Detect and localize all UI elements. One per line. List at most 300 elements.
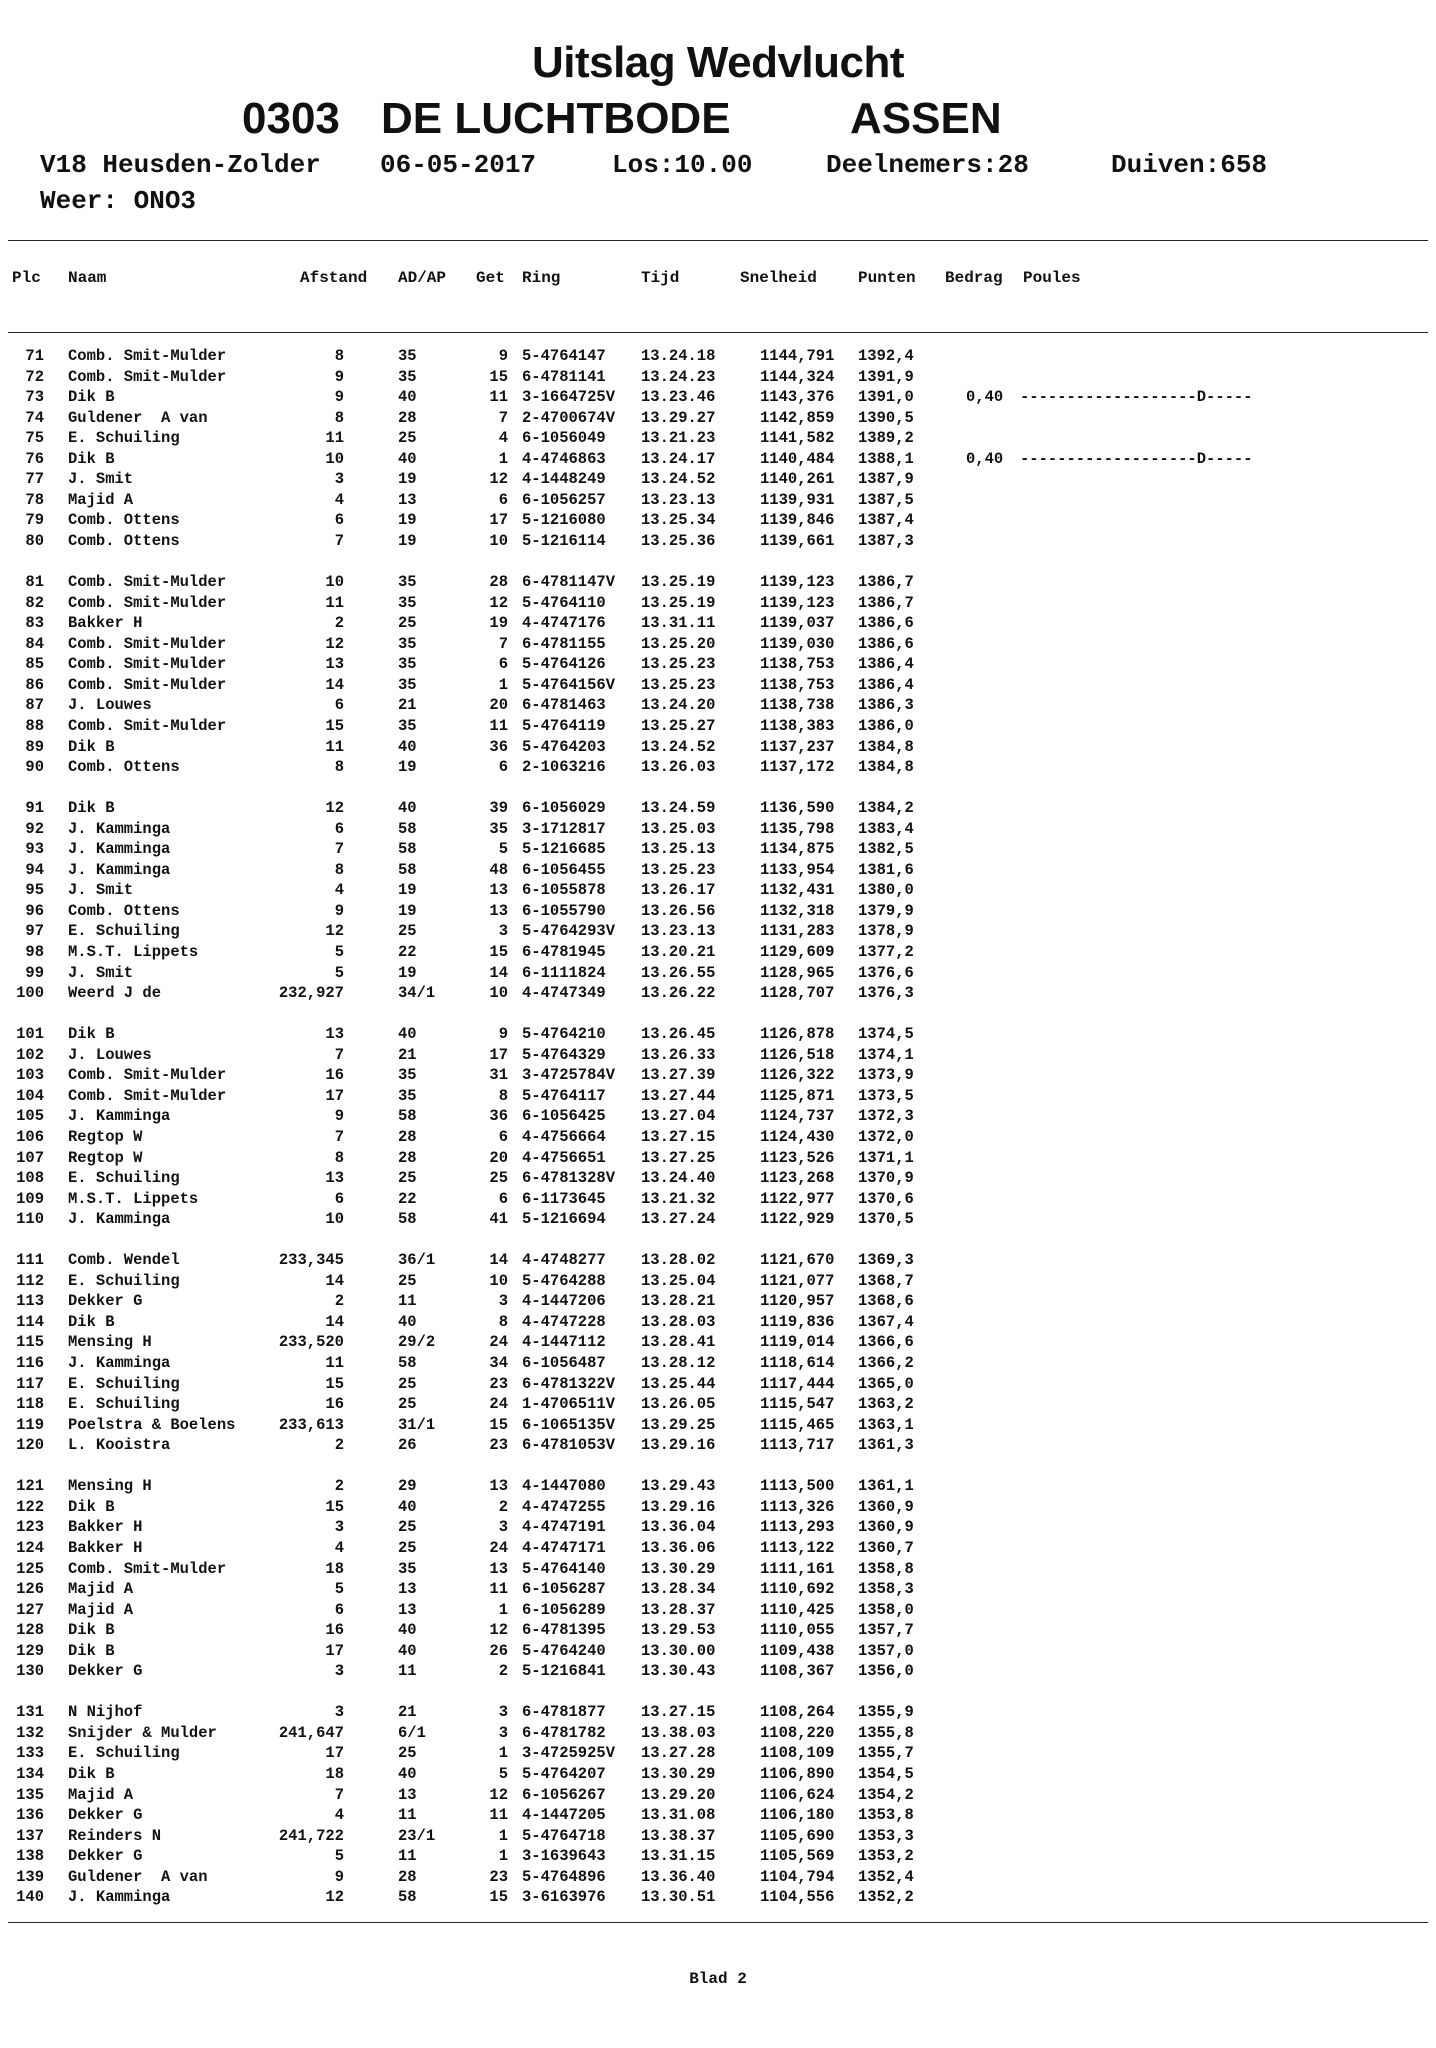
- table-row: [0, 1538, 1436, 1558]
- cell-points: 1371,1: [858, 1148, 914, 1167]
- cell-ring: 1-4706511V: [522, 1395, 616, 1413]
- cell-place: 110: [16, 1210, 44, 1229]
- cell-time: 13.28.12: [641, 1354, 716, 1372]
- table-row: [0, 1291, 1436, 1311]
- cell-ring: 6-4781328V: [522, 1169, 616, 1187]
- cell-count: 11: [489, 388, 508, 407]
- cell-time: 13.27.39: [641, 1066, 716, 1085]
- cell-count: 24: [489, 1333, 508, 1352]
- cell-points: 1368,6: [858, 1292, 914, 1311]
- cell-place: 85: [25, 655, 44, 674]
- cell-name: Dekker G: [68, 1662, 143, 1681]
- cell-name: E. Schuiling: [68, 922, 180, 941]
- cell-ad-ap: 22: [398, 943, 417, 961]
- cell-count: 3: [498, 922, 508, 941]
- cell-speed: 1128,707: [760, 984, 835, 1003]
- table-row: [0, 1517, 1436, 1537]
- cell-place: 71: [25, 347, 44, 365]
- cell-name: Majid A: [68, 490, 134, 509]
- cell-name: Comb. Smit-Mulder: [68, 634, 227, 653]
- table-row: [0, 531, 1436, 551]
- cell-speed: 1140,261: [760, 470, 835, 489]
- cell-points: 1392,4: [858, 347, 914, 365]
- cell-count: 13: [489, 1559, 508, 1578]
- cell-ad-ap: 25: [398, 1374, 417, 1393]
- cell-ring: 5-4764156V: [522, 675, 616, 694]
- cell-speed: 1124,737: [760, 1107, 835, 1126]
- cell-distance: 2: [334, 1477, 344, 1496]
- cell-ring: 5-1216685: [522, 840, 606, 859]
- cell-ad-ap: 19: [398, 963, 417, 982]
- table-row: [0, 1435, 1436, 1455]
- cell-ring: 3-1639643: [522, 1847, 606, 1866]
- table-row: [0, 1826, 1436, 1846]
- cell-ad-ap: 28: [398, 408, 417, 427]
- cell-time: 13.36.04: [641, 1518, 716, 1537]
- cell-place: 96: [25, 901, 44, 920]
- cell-distance: 11: [325, 1354, 344, 1372]
- cell-count: 7: [498, 408, 508, 427]
- cell-points: 1354,5: [858, 1765, 914, 1783]
- table-row: [0, 963, 1436, 983]
- table-row: [0, 1189, 1436, 1209]
- cell-ad-ap: 25: [398, 1395, 417, 1413]
- cell-time: 13.30.29: [641, 1559, 716, 1578]
- cell-speed: 1139,846: [760, 511, 835, 530]
- cell-speed: 1113,717: [760, 1436, 835, 1455]
- cell-distance: 9: [334, 388, 344, 407]
- cell-ring: 5-4764718: [522, 1826, 606, 1845]
- cell-count: 10: [489, 1271, 508, 1290]
- cell-speed: 1132,431: [760, 881, 835, 900]
- cell-count: 14: [489, 1251, 508, 1270]
- cell-place: 92: [25, 819, 44, 838]
- cell-speed: 1119,836: [760, 1312, 835, 1331]
- cell-name: Guldener A van: [68, 1867, 208, 1886]
- cell-count: 23: [489, 1436, 508, 1455]
- cell-points: 1355,9: [858, 1703, 914, 1722]
- table-row: [0, 1312, 1436, 1332]
- cell-distance: 7: [334, 1785, 344, 1804]
- cell-place: 129: [16, 1641, 44, 1660]
- cell-count: 9: [498, 1025, 508, 1044]
- cell-time: 13.30.51: [641, 1888, 716, 1907]
- cell-count: 1: [498, 675, 508, 694]
- table-row: [0, 1764, 1436, 1784]
- cell-ad-ap: 21: [398, 1045, 417, 1064]
- cell-ad-ap: 21: [398, 1703, 417, 1722]
- cell-ad-ap: 29: [398, 1477, 417, 1496]
- cell-ring: 5-4764329: [522, 1045, 606, 1064]
- cell-ring: 5-1216080: [522, 511, 606, 530]
- cell-ring: 3-1664725V: [522, 388, 616, 407]
- cell-distance: 5: [334, 963, 344, 982]
- cell-points: 1377,2: [858, 943, 914, 961]
- cell-ring: 6-1056455: [522, 860, 606, 879]
- cell-ad-ap: 25: [398, 1744, 417, 1763]
- cell-ad-ap: 25: [398, 1538, 417, 1557]
- cell-ring: 6-4781053V: [522, 1436, 616, 1455]
- cell-ring: 5-4764896: [522, 1867, 606, 1886]
- cell-points: 1367,4: [858, 1312, 914, 1331]
- cell-ring: 4-1448249: [522, 470, 606, 489]
- cell-distance: 16: [325, 1621, 344, 1640]
- cell-speed: 1108,264: [760, 1703, 835, 1722]
- cell-name: Mensing H: [68, 1477, 152, 1496]
- cell-ad-ap: 21: [398, 696, 417, 715]
- table-row: [0, 983, 1436, 1003]
- cell-name: Majid A: [68, 1600, 134, 1619]
- cell-speed: 1117,444: [760, 1374, 835, 1393]
- cell-speed: 1113,500: [760, 1477, 835, 1496]
- cell-name: Comb. Smit-Mulder: [68, 347, 227, 365]
- cell-time: 13.31.15: [641, 1847, 716, 1866]
- cell-distance: 7: [334, 840, 344, 859]
- table-row: [0, 510, 1436, 530]
- cell-place: 75: [25, 429, 44, 448]
- table-row: [0, 819, 1436, 839]
- cell-place: 127: [16, 1600, 44, 1619]
- cell-ring: 6-1055790: [522, 901, 606, 920]
- cell-time: 13.25.13: [641, 840, 716, 859]
- cell-points: 1365,0: [858, 1374, 914, 1393]
- cell-speed: 1141,582: [760, 429, 835, 448]
- cell-distance: 233,613: [278, 1415, 344, 1434]
- cell-name: E. Schuiling: [68, 1744, 180, 1763]
- cell-place: 119: [16, 1415, 44, 1434]
- cell-ring: 6-4781155: [522, 634, 606, 653]
- table-row: [0, 1332, 1436, 1352]
- cell-ad-ap: 36/1: [398, 1251, 436, 1270]
- cell-time: 13.30.00: [641, 1641, 716, 1660]
- cell-speed: 1118,614: [760, 1354, 835, 1372]
- cell-time: 13.21.23: [641, 429, 716, 448]
- cell-distance: 3: [334, 1703, 344, 1722]
- cell-points: 1386,0: [858, 716, 914, 735]
- cell-name: Majid A: [68, 1580, 134, 1598]
- cell-ring: 2-1063216: [522, 758, 606, 776]
- cell-ad-ap: 35: [398, 675, 417, 694]
- cell-points: 1355,7: [858, 1744, 914, 1763]
- cell-points: 1386,7: [858, 573, 914, 591]
- cell-distance: 11: [325, 737, 344, 756]
- cell-place: 73: [25, 388, 44, 407]
- cell-count: 17: [489, 1045, 508, 1064]
- col-header-adap: AD/AP: [398, 269, 447, 287]
- cell-ad-ap: 11: [398, 1847, 417, 1866]
- cell-ad-ap: 6/1: [398, 1723, 426, 1742]
- col-header-plc: Plc: [12, 269, 41, 287]
- cell-ad-ap: 35: [398, 1559, 417, 1578]
- cell-speed: 1126,322: [760, 1066, 835, 1085]
- cell-name: J. Kamminga: [68, 1888, 171, 1907]
- cell-name: Comb. Ottens: [68, 901, 180, 920]
- cell-distance: 8: [334, 860, 344, 879]
- cell-points: 1353,2: [858, 1847, 914, 1866]
- cell-distance: 18: [325, 1765, 344, 1783]
- cell-points: 1358,8: [858, 1559, 914, 1578]
- cell-points: 1383,4: [858, 819, 914, 838]
- cell-speed: 1129,609: [760, 943, 835, 961]
- cell-speed: 1110,425: [760, 1600, 835, 1619]
- cell-ad-ap: 13: [398, 1580, 417, 1598]
- cell-speed: 1113,122: [760, 1538, 835, 1557]
- cell-count: 2: [498, 1662, 508, 1681]
- cell-points: 1379,9: [858, 901, 914, 920]
- table-row: [0, 1250, 1436, 1270]
- cell-speed: 1144,791: [760, 347, 835, 365]
- cell-ad-ap: 40: [398, 388, 417, 407]
- cell-place: 112: [16, 1271, 44, 1290]
- cell-place: 76: [25, 449, 44, 468]
- cell-points: 1387,5: [858, 490, 914, 509]
- cell-ring: 4-1447080: [522, 1477, 606, 1496]
- cell-distance: 3: [334, 1662, 344, 1681]
- cell-count: 15: [489, 1888, 508, 1907]
- cell-distance: 233,520: [278, 1333, 344, 1352]
- cell-time: 13.24.18: [641, 347, 716, 365]
- cell-ad-ap: 35: [398, 593, 417, 612]
- cell-name: Dik B: [68, 799, 115, 818]
- table-row: [0, 1785, 1436, 1805]
- cell-name: Comb. Smit-Mulder: [68, 675, 227, 694]
- cell-ring: 6-4781322V: [522, 1374, 616, 1393]
- cell-ad-ap: 25: [398, 429, 417, 448]
- table-row: [0, 1168, 1436, 1188]
- cell-place: 115: [16, 1333, 44, 1352]
- cell-ring: 6-1056029: [522, 799, 606, 818]
- cell-ring: 6-1065135V: [522, 1415, 616, 1434]
- table-row: [0, 942, 1436, 962]
- cell-ad-ap: 40: [398, 1765, 417, 1783]
- cell-ad-ap: 35: [398, 1066, 417, 1085]
- cell-place: 90: [25, 758, 44, 776]
- cell-points: 1391,0: [858, 388, 914, 407]
- cell-speed: 1132,318: [760, 901, 835, 920]
- cell-place: 91: [25, 799, 44, 818]
- cell-time: 13.36.06: [641, 1538, 716, 1557]
- table-row: [0, 469, 1436, 489]
- cell-points: 1391,9: [858, 367, 914, 386]
- cell-name: Comb. Ottens: [68, 758, 180, 776]
- cell-place: 106: [16, 1127, 44, 1146]
- cell-place: 100: [16, 984, 44, 1003]
- cell-ring: 4-4756664: [522, 1127, 606, 1146]
- cell-count: 39: [489, 799, 508, 818]
- cell-place: 87: [25, 696, 44, 715]
- cell-ad-ap: 19: [398, 901, 417, 920]
- cell-name: Dik B: [68, 737, 115, 756]
- col-header-tijd: Tijd: [641, 269, 680, 287]
- cell-time: 13.26.33: [641, 1045, 716, 1064]
- cell-ad-ap: 26: [398, 1436, 417, 1455]
- cell-ring: 5-4764147: [522, 347, 606, 365]
- cell-place: 122: [16, 1497, 44, 1516]
- cell-distance: 10: [325, 1210, 344, 1229]
- cell-speed: 1139,030: [760, 634, 835, 653]
- cell-ad-ap: 40: [398, 737, 417, 756]
- cell-points: 1386,3: [858, 696, 914, 715]
- cell-name: Comb. Smit-Mulder: [68, 1086, 227, 1105]
- table-row: [0, 593, 1436, 613]
- cell-count: 11: [489, 1806, 508, 1824]
- cell-points: 1370,9: [858, 1169, 914, 1187]
- cell-ad-ap: 25: [398, 614, 417, 633]
- table-row: [0, 1415, 1436, 1435]
- col-header-snelheid: Snelheid: [740, 269, 817, 287]
- cell-speed: 1121,670: [760, 1251, 835, 1270]
- cell-time: 13.26.45: [641, 1025, 716, 1044]
- cell-amount: 0,40: [966, 388, 1004, 407]
- cell-ad-ap: 35: [398, 347, 417, 365]
- cell-ad-ap: 11: [398, 1662, 417, 1681]
- cell-points: 1369,3: [858, 1251, 914, 1270]
- cell-name: Guldener A van: [68, 408, 208, 427]
- cell-time: 13.25.36: [641, 532, 716, 550]
- cell-place: 123: [16, 1518, 44, 1537]
- page-title: Uitslag Wedvlucht: [531, 38, 905, 87]
- cell-ring: 3-6163976: [522, 1888, 606, 1907]
- cell-time: 13.25.44: [641, 1374, 716, 1393]
- cell-ring: 6-1055878: [522, 881, 606, 900]
- cell-count: 14: [489, 963, 508, 982]
- cell-name: Dik B: [68, 1621, 115, 1640]
- cell-speed: 1110,692: [760, 1580, 835, 1598]
- cell-count: 23: [489, 1867, 508, 1886]
- cell-distance: 5: [334, 1580, 344, 1598]
- cell-ad-ap: 25: [398, 1271, 417, 1290]
- cell-place: 139: [16, 1867, 44, 1886]
- cell-name: Dik B: [68, 388, 115, 407]
- cell-count: 26: [489, 1641, 508, 1660]
- cell-place: 138: [16, 1847, 44, 1866]
- cell-place: 131: [16, 1703, 44, 1722]
- cell-count: 6: [498, 758, 508, 776]
- cell-distance: 17: [325, 1086, 344, 1105]
- cell-points: 1372,3: [858, 1107, 914, 1126]
- cell-points: 1353,3: [858, 1826, 914, 1845]
- cell-count: 24: [489, 1538, 508, 1557]
- table-row: [0, 880, 1436, 900]
- table-row: [0, 367, 1436, 387]
- cell-speed: 1125,871: [760, 1086, 835, 1105]
- cell-ad-ap: 19: [398, 532, 417, 550]
- cell-place: 94: [25, 860, 44, 879]
- cell-speed: 1137,237: [760, 737, 835, 756]
- cell-speed: 1126,518: [760, 1045, 835, 1064]
- cell-speed: 1138,753: [760, 675, 835, 694]
- cell-time: 13.23.46: [641, 388, 716, 407]
- cell-distance: 8: [334, 758, 344, 776]
- cell-count: 41: [489, 1210, 508, 1229]
- cell-speed: 1120,957: [760, 1292, 835, 1311]
- cell-name: M.S.T. Lippets: [68, 1189, 199, 1208]
- cell-speed: 1139,123: [760, 573, 835, 591]
- cell-place: 107: [16, 1148, 44, 1167]
- cell-name: J. Smit: [68, 963, 134, 982]
- cell-distance: 232,927: [278, 984, 344, 1003]
- cell-count: 1: [498, 1600, 508, 1619]
- cell-name: Reinders N: [68, 1826, 162, 1845]
- cell-points: 1360,9: [858, 1518, 914, 1537]
- pigeons-count: Duiven:658: [1111, 150, 1268, 180]
- cell-distance: 4: [334, 881, 344, 900]
- cell-time: 13.25.27: [641, 716, 716, 735]
- cell-points: 1358,3: [858, 1580, 914, 1598]
- cell-count: 3: [498, 1292, 508, 1311]
- cell-count: 12: [489, 1621, 508, 1640]
- cell-time: 13.38.03: [641, 1723, 716, 1742]
- table-row: [0, 490, 1436, 510]
- cell-distance: 11: [325, 593, 344, 612]
- cell-distance: 4: [334, 1538, 344, 1557]
- cell-ad-ap: 35: [398, 573, 417, 591]
- cell-time: 13.38.37: [641, 1826, 716, 1845]
- cell-points: 1370,6: [858, 1189, 914, 1208]
- cell-points: 1387,4: [858, 511, 914, 530]
- cell-points: 1387,9: [858, 470, 914, 489]
- cell-points: 1373,9: [858, 1066, 914, 1085]
- table-row: [0, 346, 1436, 366]
- cell-name: J. Smit: [68, 470, 134, 489]
- cell-time: 13.30.43: [641, 1662, 716, 1681]
- cell-name: M.S.T. Lippets: [68, 943, 199, 961]
- cell-place: 89: [25, 737, 44, 756]
- cell-time: 13.24.52: [641, 737, 716, 756]
- cell-points: 1387,3: [858, 532, 914, 550]
- cell-ring: 4-1447205: [522, 1806, 606, 1824]
- cell-distance: 15: [325, 716, 344, 735]
- cell-distance: 16: [325, 1066, 344, 1085]
- table-row: [0, 1476, 1436, 1496]
- cell-ring: 4-4747171: [522, 1538, 606, 1557]
- cell-count: 36: [489, 1107, 508, 1126]
- cell-count: 8: [498, 1312, 508, 1331]
- cell-name: E. Schuiling: [68, 1271, 180, 1290]
- cell-count: 24: [489, 1395, 508, 1413]
- cell-name: Snijder & Mulder: [68, 1723, 217, 1742]
- cell-speed: 1133,954: [760, 860, 835, 879]
- cell-ring: 6-1111824: [522, 963, 606, 982]
- cell-speed: 1113,293: [760, 1518, 835, 1537]
- cell-ring: 5-4764207: [522, 1765, 606, 1783]
- cell-count: 1: [498, 449, 508, 468]
- cell-ring: 5-4764240: [522, 1641, 606, 1660]
- cell-speed: 1104,556: [760, 1888, 835, 1907]
- club-city: ASSEN: [850, 94, 1002, 143]
- cell-time: 13.26.17: [641, 881, 716, 900]
- cell-count: 48: [489, 860, 508, 879]
- cell-distance: 13: [325, 1169, 344, 1187]
- cell-ring: 5-4764140: [522, 1559, 606, 1578]
- cell-ring: 3-1712817: [522, 819, 606, 838]
- cell-count: 3: [498, 1518, 508, 1537]
- cell-count: 13: [489, 1477, 508, 1496]
- cell-count: 2: [498, 1497, 508, 1516]
- cell-ad-ap: 35: [398, 1086, 417, 1105]
- cell-time: 13.26.05: [641, 1395, 716, 1413]
- cell-distance: 13: [325, 1025, 344, 1044]
- cell-speed: 1140,484: [760, 449, 835, 468]
- cell-points: 1366,6: [858, 1333, 914, 1352]
- cell-count: 5: [498, 840, 508, 859]
- cell-ad-ap: 40: [398, 1621, 417, 1640]
- cell-points: 1352,4: [858, 1867, 914, 1886]
- cell-place: 79: [25, 511, 44, 530]
- cell-points: 1381,6: [858, 860, 914, 879]
- cell-name: J. Kamminga: [68, 1107, 171, 1126]
- cell-ring: 6-1056425: [522, 1107, 606, 1126]
